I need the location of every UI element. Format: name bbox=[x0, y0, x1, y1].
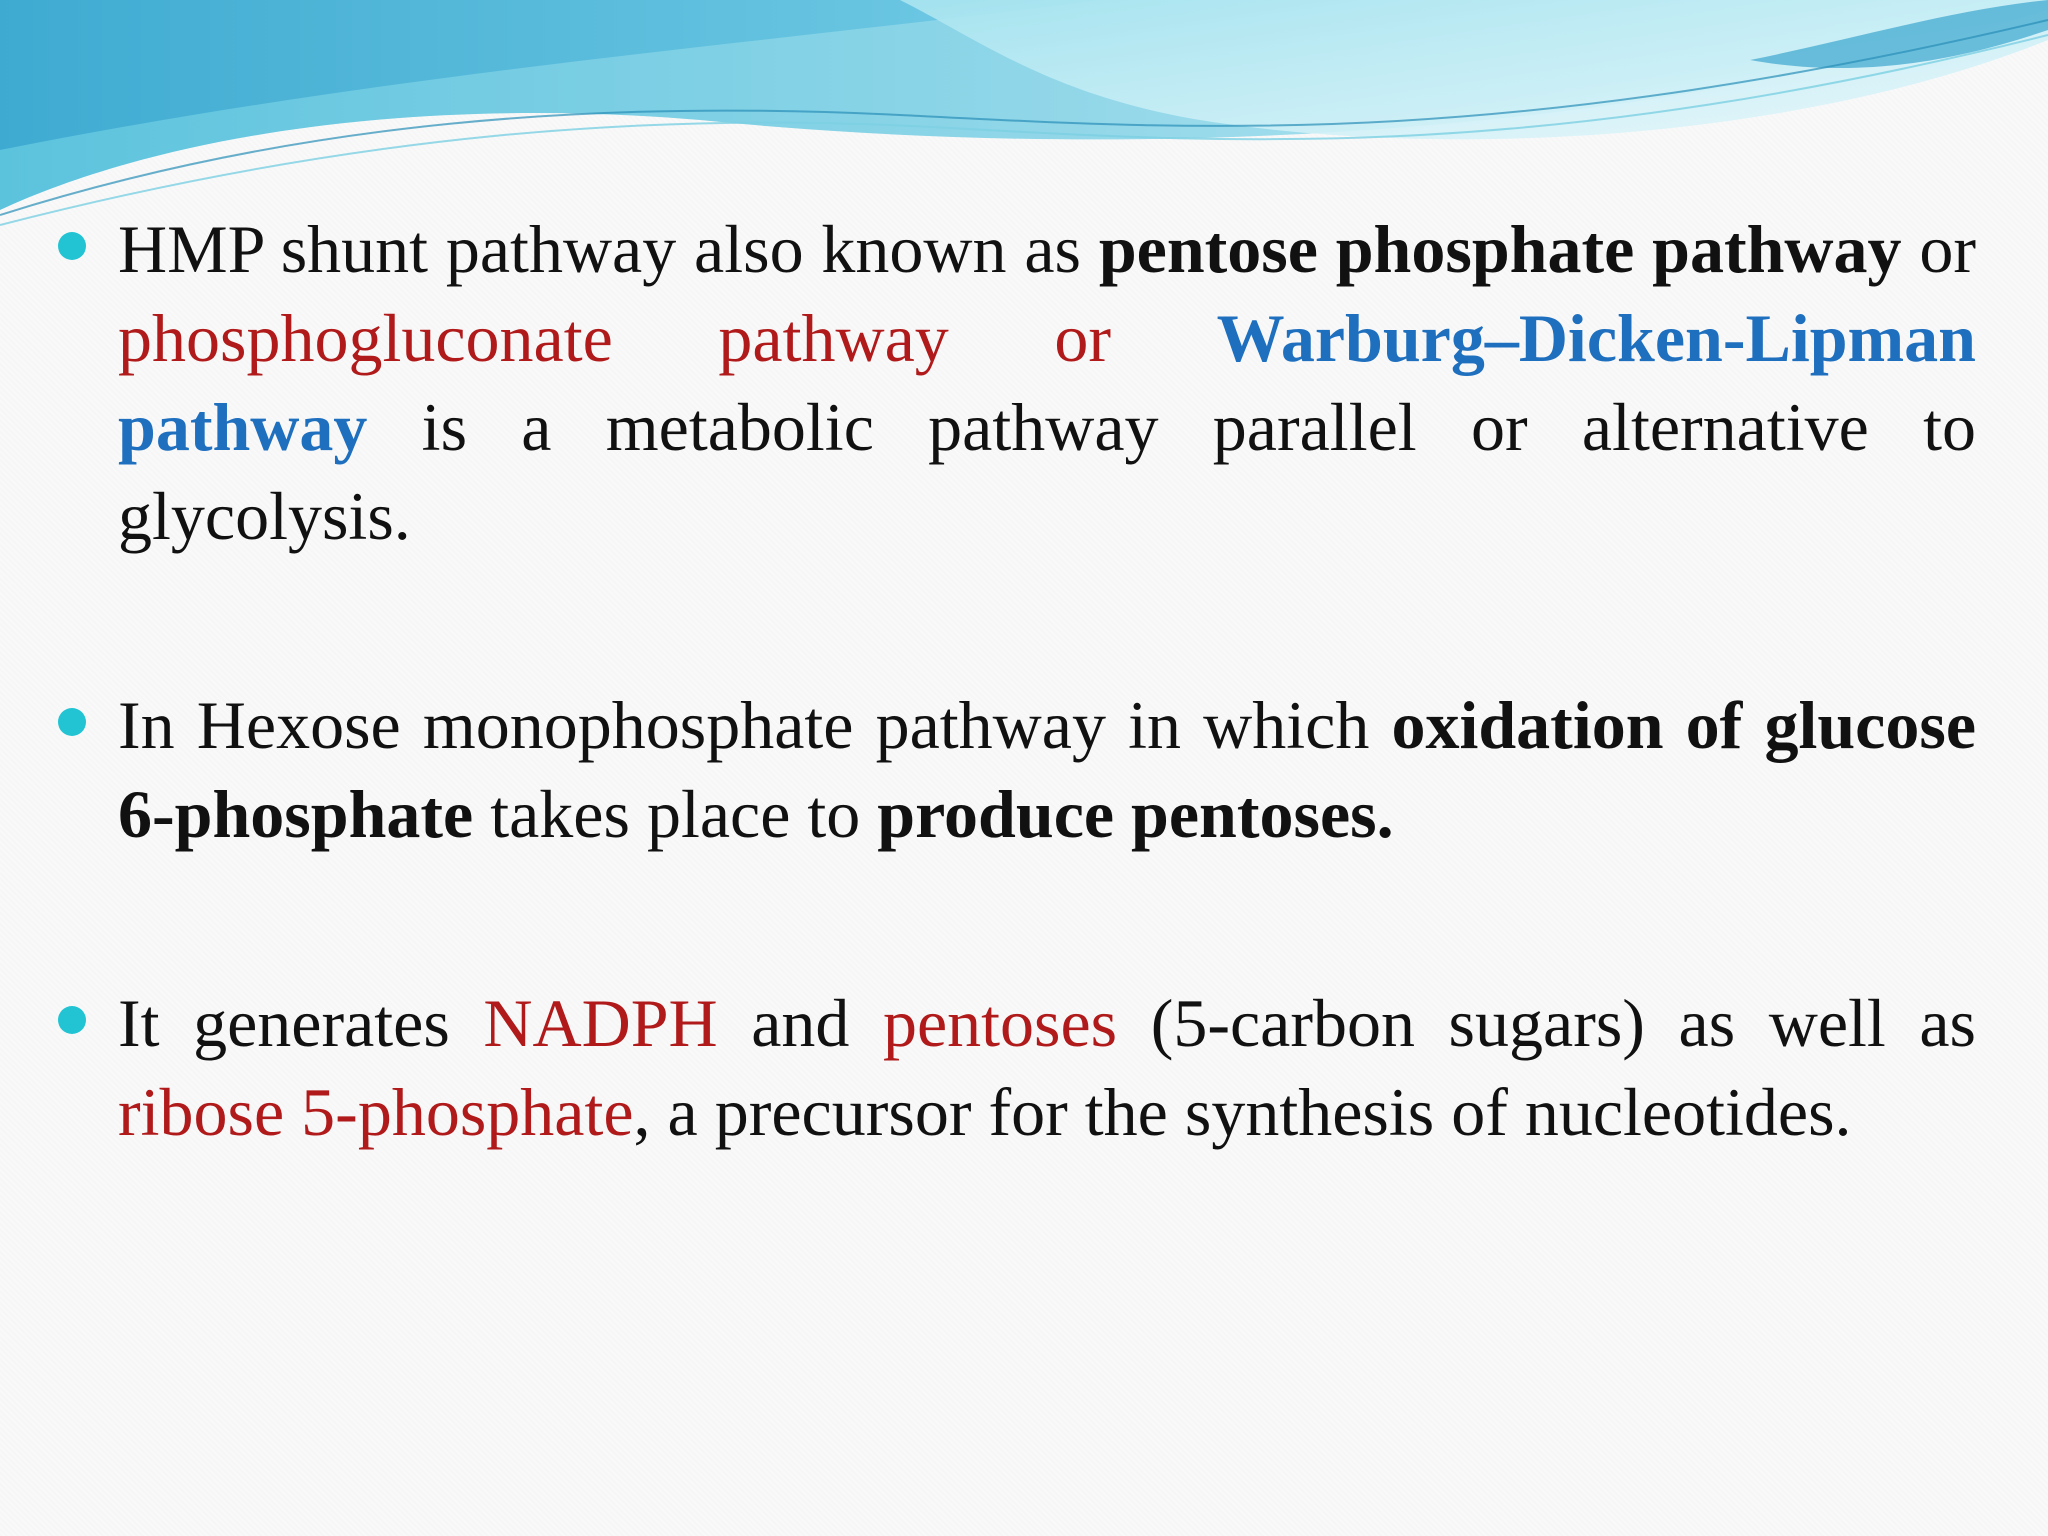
text-segment-red: pentoses bbox=[882, 985, 1118, 1061]
text-segment-red: NADPH bbox=[483, 985, 718, 1061]
text-segment: takes place to bbox=[473, 776, 878, 852]
text-segment-red: phosphogluconate pathway or bbox=[118, 300, 1217, 376]
text-segment: HMP shunt pathway also known as bbox=[118, 211, 1099, 287]
text-segment-blue-bold: Warburg–Dicken-Lipman pathway bbox=[118, 300, 1976, 465]
text-segment: or bbox=[1901, 211, 1976, 287]
text-segment: It generates bbox=[118, 985, 484, 1061]
bullet-item-2 bbox=[58, 681, 1976, 859]
text-segment-bold: pentose phosphate pathway bbox=[1098, 211, 1902, 287]
text-segment: In Hexose monophosphate pathway in which bbox=[118, 687, 1392, 763]
bullet-list bbox=[58, 205, 1976, 1157]
bullet-3-text bbox=[118, 985, 1976, 1150]
text-segment-bold: produce pentoses. bbox=[877, 776, 1394, 852]
text-segment: (5-carbon sugars) as well as bbox=[1117, 985, 1977, 1061]
text-segment: , a precursor for the synthesis of nucleotides. bbox=[633, 1074, 1852, 1150]
bullet-1-text bbox=[118, 211, 1976, 554]
bullet-dot-icon bbox=[58, 708, 86, 736]
bullet-dot-icon bbox=[58, 232, 86, 260]
bullet-2-text bbox=[118, 687, 1976, 852]
bullet-dot-icon bbox=[58, 1006, 86, 1034]
text-segment: and bbox=[717, 985, 883, 1061]
text-segment-red: ribose 5-phosphate bbox=[118, 1074, 634, 1150]
bullet-item-1 bbox=[58, 205, 1976, 561]
text-segment-bold: oxidation of glucose 6-phosphate bbox=[118, 687, 1976, 852]
bullet-item-3 bbox=[58, 979, 1976, 1157]
text-segment: is a metabolic pathway parallel or alternative to glycolysis. bbox=[118, 389, 1976, 554]
